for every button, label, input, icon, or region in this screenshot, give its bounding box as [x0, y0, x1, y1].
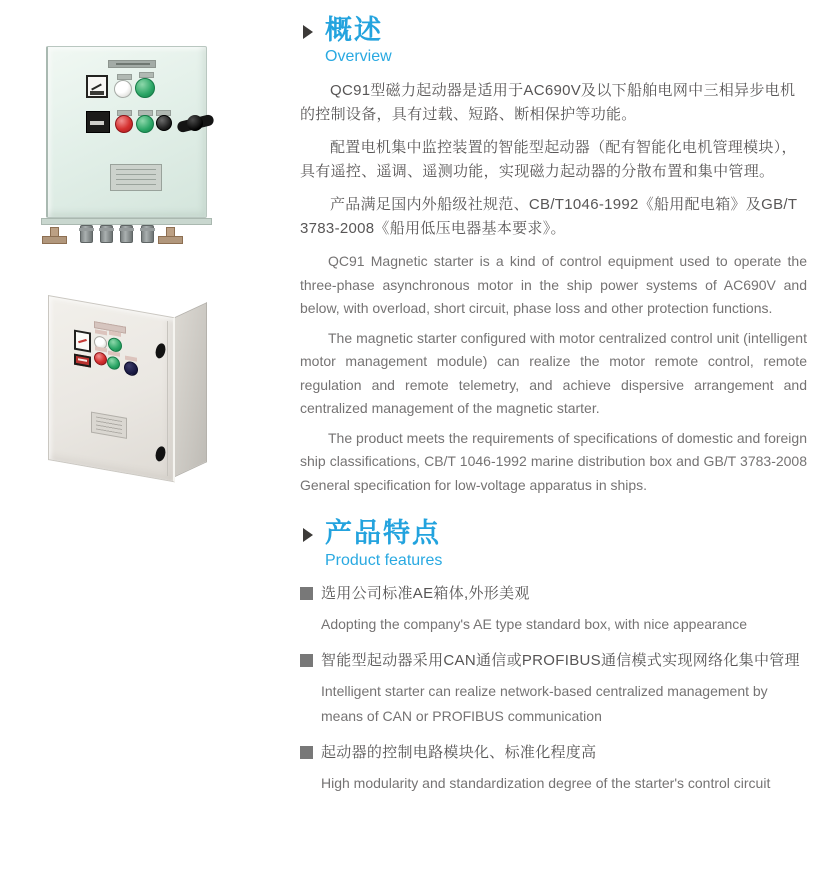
indicator-window-red	[74, 354, 91, 368]
feature-text-cn	[300, 583, 807, 605]
feature-text-cn	[300, 742, 807, 764]
square-bullet-icon	[300, 654, 313, 667]
paragraph-cn: 配置电机集中监控装置的智能型起动器（配有智能化电机管理模块），具有遥控、遥调、遥测功能，实现磁力起动器的分散布置和集中管理。	[300, 139, 797, 181]
nameplate	[110, 164, 162, 191]
paragraph-cn: QC91型磁力起动器是适用于AC690V及以下船舶电网中三相异步电机的控制设备，具有过载、短路、断相保护等功能。	[300, 82, 796, 124]
button-label-tag	[95, 329, 107, 335]
feature-text-en: High modularity and standardization degree of the starter's control circuit	[321, 774, 771, 791]
section-title-en: Overview	[325, 48, 392, 66]
content-column	[300, 16, 807, 796]
section-header	[300, 16, 807, 66]
nameplate	[91, 412, 127, 439]
feature-text-cn	[300, 650, 807, 672]
cable-gland	[120, 225, 133, 243]
indicator-lamp-white	[114, 80, 132, 98]
product-photo-front-view	[46, 46, 207, 246]
cabinet-enclosure	[46, 46, 207, 218]
rotary-switch-knob	[187, 115, 203, 131]
feature-label-cn: 起动器的控制电路模块化、标准化程度高	[321, 743, 597, 761]
section-title-en: Product features	[325, 551, 443, 569]
overview-paragraphs-cn	[300, 79, 807, 241]
right-triangle-icon	[303, 25, 313, 39]
right-triangle-icon	[303, 528, 313, 542]
ammeter	[74, 330, 91, 353]
section-title-cn: 概述	[325, 15, 383, 45]
start-button-green	[135, 78, 155, 98]
run-button-green	[107, 355, 120, 370]
section-titles	[325, 16, 392, 66]
button-label-tag	[139, 72, 154, 78]
section-header	[300, 519, 807, 569]
reset-button-black	[156, 115, 172, 131]
feature-item	[300, 583, 807, 637]
feature-label-cn: 选用公司标准AE箱体,外形美观	[321, 584, 530, 602]
cabinet-front-door	[48, 295, 175, 482]
section-title-cn: 产品特点	[325, 518, 441, 549]
mounting-bracket	[158, 227, 181, 244]
button-label-tag	[109, 331, 121, 337]
cabinet-bottom-flange	[41, 218, 212, 225]
square-bullet-icon	[300, 587, 313, 600]
feature-text-en: Intelligent starter can realize network-based centralized management by means of CAN or PROFIBUS communication	[321, 682, 768, 724]
door-seam	[167, 321, 168, 476]
square-bullet-icon	[300, 746, 313, 759]
feature-item	[300, 650, 807, 729]
overview-paragraphs-en	[300, 250, 807, 497]
paragraph-en: QC91 Magnetic starter is a kind of control equipment used to operate the three-phase asynchronous motor in the ship power systems of AC690V and below, with overload, short circuit, phase loss and other protection functions.	[300, 253, 807, 317]
feature-item	[300, 742, 807, 796]
paragraph-en: The magnetic starter configured with motor centralized control unit (intelligent motor management module) can realize the motor remote control, remote regulation and remote telemetry, and achieve dispersive arrangement and centralized management of the magnetic starter.	[300, 329, 807, 417]
run-button-green	[136, 115, 154, 133]
section-titles	[325, 519, 442, 569]
overview-section	[300, 16, 807, 497]
feature-text-en: Adopting the company's AE type standard box, with nice appearance	[321, 615, 748, 632]
feature-label-cn: 智能型起动器采用CAN通信或PROFIBUS通信模式实现网络化集中管理	[321, 651, 800, 669]
door-latch	[154, 445, 167, 464]
mounting-bracket	[42, 227, 65, 244]
cable-gland	[100, 225, 113, 243]
ammeter	[86, 75, 108, 98]
breaker-window	[86, 111, 110, 133]
stop-button-red	[115, 115, 133, 133]
features-section	[300, 519, 807, 795]
paragraph-en: The product meets the requirements of specifications of domestic and foreign ship classifications, CB/T 1046-1992 marine distribution box and GB/T 3783-2008 General specification for low-voltage apparatus in ships.	[300, 429, 807, 493]
product-photo-perspective-view	[48, 293, 210, 485]
door-latch	[154, 342, 167, 361]
stop-button-red	[94, 351, 107, 366]
reset-button-dark	[124, 360, 138, 376]
cable-gland	[80, 225, 93, 243]
cable-gland	[141, 225, 154, 243]
paragraph-cn: 产品满足国内外船级社规范、CB/T1046-1992《船用配电箱》及GB/T 3783-2008《船用低压电器基本要求》。	[300, 196, 798, 238]
cabinet-side-face	[175, 302, 207, 477]
cabinet-label-strip	[108, 60, 156, 68]
button-label-tag	[117, 74, 132, 80]
